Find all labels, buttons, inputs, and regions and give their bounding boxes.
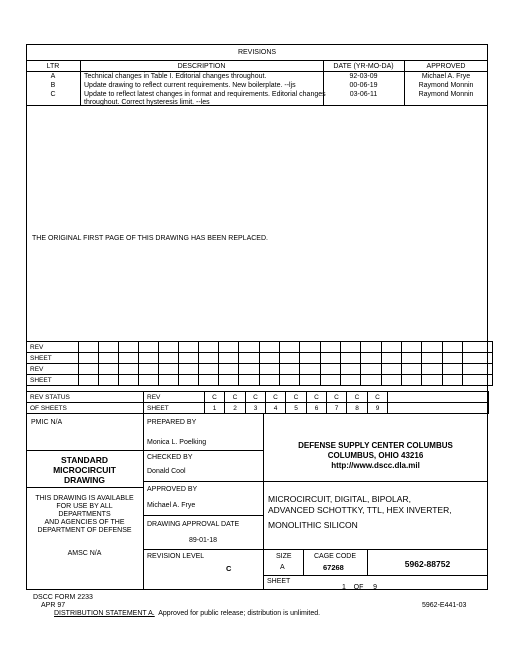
grid-cell <box>280 353 300 364</box>
size-label: SIZE <box>276 553 292 560</box>
rev-status-row <box>27 392 489 403</box>
grid-cell <box>341 353 361 364</box>
standard-title-1: STANDARD <box>60 455 109 465</box>
grid-cell <box>361 375 382 386</box>
rev-row-ltr: B <box>50 82 56 89</box>
grid-cell <box>280 364 300 375</box>
divider <box>143 481 263 482</box>
rev-row-date: 03-06-11 <box>349 91 378 98</box>
of-sheets-label: OF SHEETS <box>27 403 144 414</box>
rev-value: C <box>266 392 286 403</box>
rev-label: REV <box>27 342 79 353</box>
divider <box>26 60 488 61</box>
grid-cell <box>219 342 239 353</box>
rev-row-description-cont: throughout. Correct hysteresis limit. --les <box>84 99 210 106</box>
rev-row <box>27 342 493 353</box>
grid-cell <box>260 353 280 364</box>
grid-cell <box>443 375 463 386</box>
grid-cell <box>260 364 280 375</box>
grid-cell <box>402 342 422 353</box>
grid-cell <box>119 364 139 375</box>
grid-cell <box>119 353 139 364</box>
grid-cell <box>79 342 99 353</box>
sheet-value: 3 <box>246 403 266 414</box>
grid-cell <box>260 342 280 353</box>
rev-row-ltr: C <box>50 91 56 98</box>
sheet-label: SHEET <box>267 578 291 585</box>
grid-cell <box>321 364 341 375</box>
checked-by-label: CHECKED BY <box>147 454 193 461</box>
grid-cell <box>463 364 493 375</box>
grid-cell <box>361 342 382 353</box>
grid-cell <box>321 375 341 386</box>
divider <box>143 414 144 590</box>
divider <box>143 549 488 550</box>
rev-row-approved: Raymond Monnin <box>418 82 474 89</box>
grid-cell <box>341 375 361 386</box>
availability-line-4: AND AGENCIES OF THE <box>44 519 125 526</box>
grid-cell <box>99 353 119 364</box>
rev-row <box>27 364 493 375</box>
grid-cell <box>219 364 239 375</box>
grid-cell <box>199 364 219 375</box>
part-title-line-2: ADVANCED SCHOTTKY, TTL, HEX INVERTER, <box>268 505 452 515</box>
grid-cell <box>159 342 179 353</box>
of-sheets-row <box>27 403 489 414</box>
revision-level: C <box>226 564 232 573</box>
distribution-label: DISTRIBUTION STATEMENT A. <box>54 610 155 617</box>
grid-cell <box>443 342 463 353</box>
rev-status-label: REV STATUS <box>27 392 144 403</box>
distribution-text: Approved for public release; distribution is unlimited. <box>154 610 321 617</box>
grid-cell <box>179 342 199 353</box>
grid-cell <box>199 342 219 353</box>
grid-cell <box>300 364 321 375</box>
divider <box>26 450 263 451</box>
divider <box>263 575 488 576</box>
rev-label: REV <box>144 392 205 403</box>
rev-row-description: Update to reflect latest changes in format and requirements. Editorial changes <box>84 91 326 98</box>
dscc-name: DEFENSE SUPPLY CENTER COLUMBUS <box>298 441 453 450</box>
part-title-line-3: MONOLITHIC SILICON <box>268 520 358 530</box>
grid-cell <box>422 342 443 353</box>
rev-row-date: 92-03-09 <box>349 73 378 80</box>
approval-date: 89-01-18 <box>188 537 218 544</box>
rev-value: C <box>286 392 307 403</box>
grid-cell <box>280 342 300 353</box>
approval-date-label: DRAWING APPROVAL DATE <box>147 521 240 528</box>
sheet-value: 6 <box>307 403 327 414</box>
grid-cell <box>79 364 99 375</box>
cage-code-label: CAGE CODE <box>314 553 357 560</box>
revision-level-label: REVISION LEVEL <box>147 553 205 560</box>
sheet-value: 7 <box>327 403 347 414</box>
grid-cell <box>179 364 199 375</box>
rev-status-table <box>26 391 489 414</box>
grid-cell <box>321 353 341 364</box>
rev-value: C <box>327 392 347 403</box>
rev-value: C <box>307 392 327 403</box>
rev-value: C <box>347 392 368 403</box>
availability-line-2: FOR USE BY ALL <box>56 503 113 510</box>
approved-by: Michael A. Frye <box>147 502 196 509</box>
grid-cell <box>463 342 493 353</box>
grid-cell <box>463 353 493 364</box>
grid-cell <box>361 353 382 364</box>
grid-cell <box>402 353 422 364</box>
rev-value: C <box>205 392 225 403</box>
grid-cell <box>239 353 260 364</box>
sheet-row <box>27 353 493 364</box>
drawing-number: 5962-88752 <box>404 559 451 569</box>
sheet-of: 1 OF 9 <box>342 584 378 591</box>
grid-cell <box>422 375 443 386</box>
rev-row-date: 00-06-19 <box>349 82 378 89</box>
revision-status-grid <box>26 341 493 386</box>
rev-row-approved: Raymond Monnin <box>418 91 474 98</box>
prepared-by: Monica L. Poelking <box>147 439 207 446</box>
sheet-label: SHEET <box>27 375 79 386</box>
grid-cell <box>119 375 139 386</box>
grid-cell <box>382 342 402 353</box>
rev-header-description: DESCRIPTION <box>177 63 226 70</box>
cage-code: 67268 <box>323 563 344 572</box>
grid-cell <box>463 375 493 386</box>
grid-cell <box>382 375 402 386</box>
grid-cell <box>402 375 422 386</box>
grid-cell <box>402 364 422 375</box>
grid-cell <box>422 364 443 375</box>
prepared-by-label: PREPARED BY <box>147 419 197 426</box>
rev-label: REV <box>27 364 79 375</box>
rev-value: C <box>225 392 246 403</box>
grid-cell <box>219 375 239 386</box>
grid-cell <box>79 375 99 386</box>
grid-cell <box>239 375 260 386</box>
grid-cell <box>139 375 159 386</box>
grid-cell <box>260 375 280 386</box>
grid-cell <box>99 364 119 375</box>
sheet-value: 9 <box>368 403 388 414</box>
grid-cell <box>341 342 361 353</box>
part-title-line-1: MICROCIRCUIT, DIGITAL, BIPOLAR, <box>268 494 411 504</box>
grid-cell <box>219 353 239 364</box>
rev-header-date: DATE (YR-MO-DA) <box>333 63 394 70</box>
rev-row-description: Update drawing to reflect current requirements. New boilerplate. --ljs <box>84 82 296 89</box>
grid-cell <box>99 342 119 353</box>
grid-cell <box>300 375 321 386</box>
sheet-label: SHEET <box>27 353 79 364</box>
document-code: 5962-E441-03 <box>422 602 467 609</box>
grid-cell <box>341 364 361 375</box>
grid-cell <box>443 364 463 375</box>
dscc-address: COLUMBUS, OHIO 43216 <box>327 451 424 460</box>
rev-header-approved: APPROVED <box>426 63 466 70</box>
pmic: PMIC N/A <box>31 419 63 426</box>
sheet-row <box>27 375 493 386</box>
sheet-value: 1 <box>205 403 225 414</box>
revisions-title: REVISIONS <box>237 49 277 56</box>
divider <box>26 71 488 72</box>
grid-cell <box>159 364 179 375</box>
grid-cell <box>179 375 199 386</box>
standard-title-2: MICROCIRCUIT <box>53 465 116 475</box>
dscc-url[interactable]: http://www.dscc.dla.mil <box>331 461 420 470</box>
divider <box>26 487 143 488</box>
grid-cell <box>422 353 443 364</box>
sheet-value: 5 <box>286 403 307 414</box>
grid-cell <box>159 353 179 364</box>
amsc: AMSC N/A <box>67 550 102 557</box>
grid-cell <box>382 364 402 375</box>
grid-cell <box>388 392 489 403</box>
grid-cell <box>300 342 321 353</box>
grid-cell <box>199 375 219 386</box>
grid-cell <box>139 364 159 375</box>
grid-cell <box>382 353 402 364</box>
grid-cell <box>361 364 382 375</box>
standard-title-3: DRAWING <box>63 475 106 485</box>
replaced-note: THE ORIGINAL FIRST PAGE OF THIS DRAWING HAS BEEN REPLACED. <box>32 235 268 242</box>
grid-cell <box>159 375 179 386</box>
divider <box>303 549 304 575</box>
form-date: APR 97 <box>41 602 66 609</box>
grid-cell <box>119 342 139 353</box>
grid-cell <box>179 353 199 364</box>
grid-cell <box>139 353 159 364</box>
size: A <box>280 564 285 571</box>
grid-cell <box>443 353 463 364</box>
sheet-value: 4 <box>266 403 286 414</box>
grid-cell <box>388 403 489 414</box>
rev-value: C <box>368 392 388 403</box>
divider <box>263 481 488 482</box>
rev-row-approved: Michael A. Frye <box>421 73 471 80</box>
sheet-label: SHEET <box>144 403 205 414</box>
rev-row-ltr: A <box>50 73 56 80</box>
rev-row-description: Technical changes in Table I. Editorial changes throughout. <box>84 73 267 80</box>
availability-line-3: DEPARTMENTS <box>58 511 111 518</box>
grid-cell <box>239 342 260 353</box>
sheet-value: 8 <box>347 403 368 414</box>
rev-header-ltr: LTR <box>46 63 60 70</box>
checked-by: Donald Cool <box>147 468 186 475</box>
distribution-statement <box>54 610 320 618</box>
grid-cell <box>199 353 219 364</box>
availability-line-1: THIS DRAWING IS AVAILABLE <box>35 495 134 502</box>
rev-value: C <box>246 392 266 403</box>
grid-cell <box>79 353 99 364</box>
sheet-value: 2 <box>225 403 246 414</box>
approved-by-label: APPROVED BY <box>147 486 198 493</box>
grid-cell <box>321 342 341 353</box>
availability-line-5: DEPARTMENT OF DEFENSE <box>37 527 132 534</box>
grid-cell <box>139 342 159 353</box>
divider <box>143 515 263 516</box>
form-number: DSCC FORM 2233 <box>33 594 93 601</box>
grid-cell <box>280 375 300 386</box>
grid-cell <box>99 375 119 386</box>
grid-cell <box>239 364 260 375</box>
grid-cell <box>300 353 321 364</box>
